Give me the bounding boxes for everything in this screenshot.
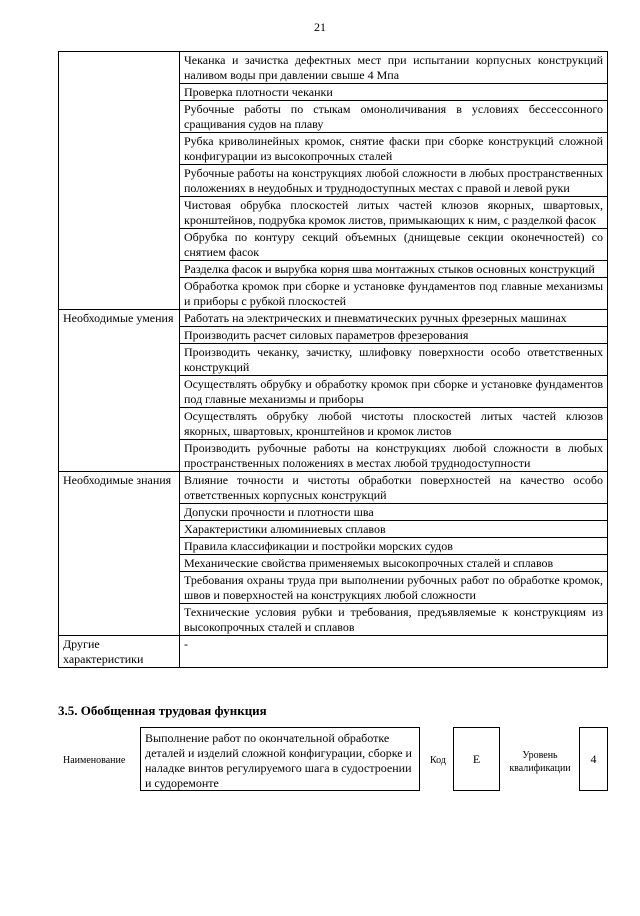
knowledge-item: Правила классификации и постройки морских судов	[180, 538, 608, 555]
skills-label: Необходимые умения	[59, 310, 180, 472]
knowledge-item: Допуски прочности и плотности шва	[180, 504, 608, 521]
labor-action-item: Обработка кромок при сборке и установке фундаментов под главные механизмы и приборы с рубкой плоскостей	[180, 278, 608, 310]
otf-level-label: Уровень квалификации	[509, 750, 571, 774]
table-row	[59, 636, 608, 668]
labor-action-item: Обрубка по контуру секций объемных (днищевые секции оконечностей) со снятием фасок	[180, 229, 608, 261]
otf-code-value: E	[453, 727, 500, 791]
knowledge-item: Влияние точности и чистоты обработки поверхностей на качество особо ответственных корпусных конструкций	[180, 472, 608, 504]
labor-action-item: Рубочные работы по стыкам омоноличивания в условиях бессессонного сращивания судов на плаву	[180, 101, 608, 133]
skill-item: Производить рубочные работы на конструкциях любой сложности в любых пространственных положениях в местах любой труднодоступности	[180, 440, 608, 472]
other-characteristics-value: -	[180, 636, 608, 668]
table-row	[59, 472, 608, 504]
knowledge-item: Требования охраны труда при выполнении рубочных работ по обработке кромок, швов и поверхностей на конструкциях любой сложности	[180, 572, 608, 604]
skill-item: Осуществлять обрубку любой чистоты плоскостей литых частей клюзов якорных, швартовых, кронштейнов и кромок листов	[180, 408, 608, 440]
labor-action-item: Чистовая обрубка плоскостей литых частей клюзов якорных, швартовых, кронштейнов, подрубка кромок листов, примыкающих к ним, с разделкой фасок	[180, 197, 608, 229]
otf-level-value: 4	[579, 727, 608, 791]
labor-action-item: Рубка криволинейных кромок, снятие фаски при сборке конструкций сложной конфигурации из высокопрочных сталей	[180, 133, 608, 165]
table-row	[59, 52, 608, 84]
otf-name-label: Наименование	[63, 755, 126, 766]
skill-item: Производить чеканку, зачистку, шлифовку поверхности особо ответственных конструкций	[180, 344, 608, 376]
requirements-table	[58, 51, 608, 668]
labor-action-item: Проверка плотности чеканки	[180, 84, 608, 101]
knowledge-item: Технические условия рубки и требования, предъявляемые к конструкциям из высокопрочных сталей и сплавов	[180, 604, 608, 636]
section-title: 3.5. Обобщенная трудовая функция	[58, 703, 267, 718]
knowledge-label: Необходимые знания	[59, 472, 180, 636]
otf-name-value: Выполнение работ по окончательной обработке деталей и изделий сложной конфигурации, сборке и наладке винтов регулируемого шага в судостроении и судоремонте	[140, 727, 420, 791]
table-row	[59, 310, 608, 327]
knowledge-item: Механические свойства применяемых высокопрочных сталей и сплавов	[180, 555, 608, 572]
labor-action-item: Рубочные работы на конструкциях любой сложности в любых пространственных положениях в неудобных и труднодоступных местах с правой и левой руки	[180, 165, 608, 197]
knowledge-item: Характеристики алюминиевых сплавов	[180, 521, 608, 538]
other-characteristics-label: Другие характеристики	[59, 636, 180, 668]
skill-item: Производить расчет силовых параметров фрезерования	[180, 327, 608, 344]
otf-code-label: Код	[430, 755, 446, 766]
page-number: 21	[314, 20, 326, 34]
labor-action-item: Чеканка и зачистка дефектных мест при испытании корпусных конструкций наливом воды при давлении свыше 4 Мпа	[180, 52, 608, 84]
skill-item: Осуществлять обрубку и обработку кромок при сборке и установке фундаментов под главные механизмы и приборы	[180, 376, 608, 408]
skill-item: Работать на электрических и пневматических ручных фрезерных машинах	[180, 310, 608, 327]
labor-action-item: Разделка фасок и вырубка корня шва монтажных стыков основных конструкций	[180, 261, 608, 278]
labor-actions-label-cell	[59, 52, 180, 310]
